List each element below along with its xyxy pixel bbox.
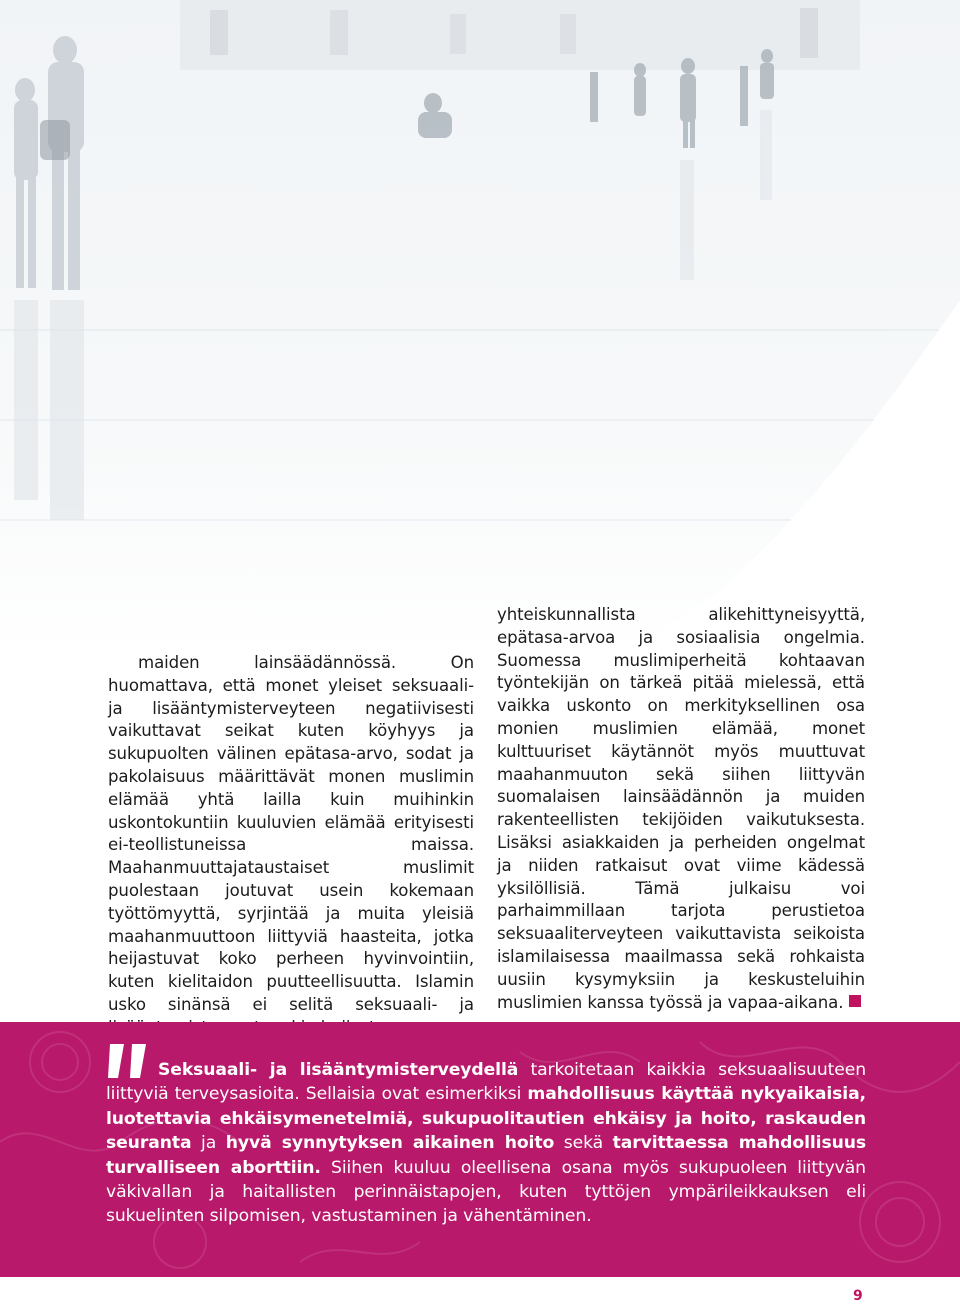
- quote-segment-0: Seksuaali- ja lisääntymisterveydellä: [158, 1060, 519, 1080]
- left-column-paragraph: maiden lainsäädännössä. On huomattava, että monet yleiset seksuaali- ja lisääntymisterveyteen negatiivisesti vaikuttavat seikat kuten köyhyys ja sukupuolten välinen epätasa-arvo, sodat ja pakolaisuus määrittävät monen muslimin elämää yhtä lailla kuin muihinkin uskontokuntiin kuuluvien elämää erityisesti ei-teollistuneissa maissa. Maahanmuuttajataustaiset muslimit puolestaan joutuvat usein kokemaan työttömyyttä, syrjintää ja muita yleisiä maahanmuuttoon liittyviä haasteita, jotka heijastuvat koko perheen hyvinvointiin, kuten kielitaidon puutteellisuutta. Islamin usko sinänsä ei selitä seksuaali- ja: [108, 653, 474, 1014]
- quote-segment-3: ja: [191, 1133, 226, 1154]
- quote-segment-6: tarvittaessa mahdollisuus turvalliseen aborttiin.: [106, 1133, 866, 1178]
- body-text-left-column: [108, 652, 474, 1040]
- quote-segment-7: Siihen kuuluu oleellisena osana myös sukupuoleen liittyvän väkivallan ja haitallisten perinnäistapojen, kuten tyttöjen ympärileikkauksen eli sukuelinten silpomisen, vastustaminen ja vähentäminen.: [106, 1157, 866, 1227]
- quote-segment-5: sekä: [554, 1133, 613, 1154]
- quote-indent: [106, 1060, 158, 1080]
- right-column-paragraph: [497, 604, 865, 1014]
- quote-text: [106, 1058, 866, 1229]
- body-text-right-column: [497, 604, 865, 1014]
- end-square-icon: [849, 995, 861, 1007]
- quote-segment-2: mahdollisuus käyttää nykyaikaisia, luotettavia ehkäisymenetelmiä, sukupuolitautien ehkäisy ja hoito, raskauden seuranta: [106, 1084, 866, 1154]
- quote-segment-4: hyvä synnytyksen aikainen hoito: [225, 1133, 555, 1154]
- page-number: 9: [853, 1288, 863, 1304]
- right-column-text: yhteiskunnallista alikehittyneisyyttä, epätasa-arvoa ja sosiaalisia ongelmia. Suomessa muslimiperheitä kohtaavan työntekijän on tärkeä pitää mielessä, että vaikka uskonto on merkityksellinen osa monien muslimien elämää, monet kulttuuriset käytännöt myös muuttuvat maahanmuuton sekä siihen liittyvän suomalaisen lainsäädännön ja muiden rakenteellisten tekijöiden vaikutuksesta. Lisäksi asiakkaiden ja perheiden ongelmat ja niiden ratkaisut ovat viime kädessä yksilöllisiä. Tämä julkaisu voi parhaimmillaan tarjota perustietoa seksuaaliterveyteen vaikuttavista seikoista islamilaisessa maailmassa sekä rohkaista uusiin kysymyksiin ja keskusteluihin muslimien kanssa työssä ja vapaa-aikana.: [497, 605, 865, 1012]
- quote-segment-1: tarkoitetaan kaikkia seksuaalisuuteen liittyviä terveysasioita. Sellaisia ovat esimerkiksi: [106, 1060, 866, 1105]
